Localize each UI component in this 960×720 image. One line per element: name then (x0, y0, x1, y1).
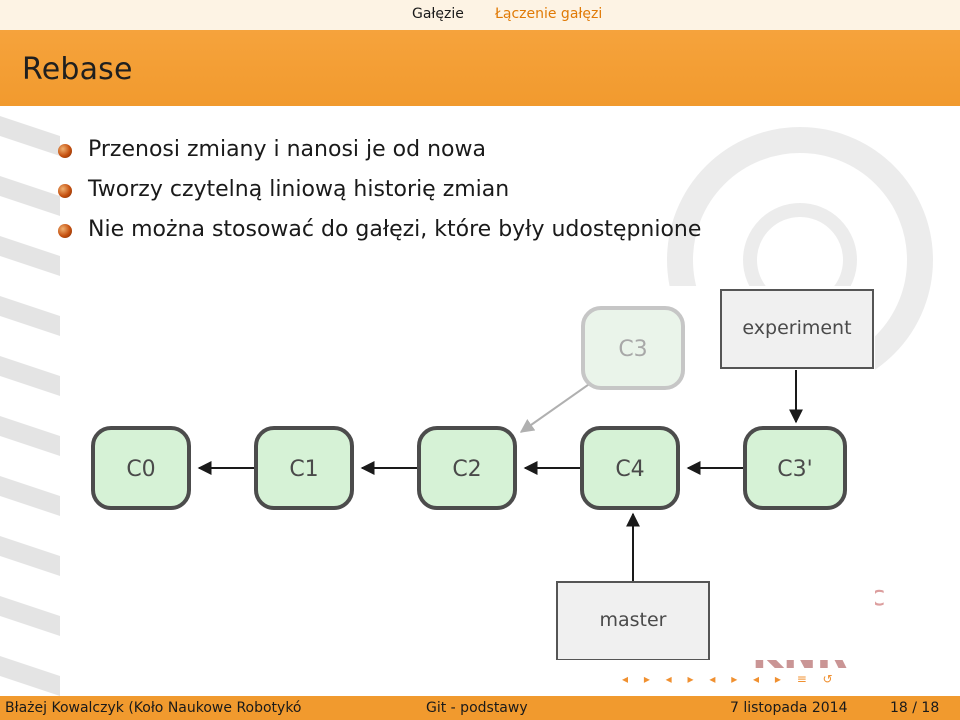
bullet-item (58, 136, 701, 176)
bullet-list (58, 136, 701, 256)
branch-master (557, 582, 709, 660)
bullet-ball-icon (58, 184, 72, 198)
bullet-item (58, 216, 701, 256)
commit-node-c2 (419, 428, 515, 508)
section-navigation (0, 0, 960, 30)
frame-title-bar (0, 30, 960, 106)
svg-text:KNR: KNR (752, 632, 848, 678)
footer-bar (0, 696, 960, 720)
commit-node-c4 (582, 428, 678, 508)
svg-text:c: c (870, 579, 886, 612)
footer-author: Błażej Kowalczyk (Koło Naukowe Robotykó (5, 700, 302, 716)
nav-section-galezie[interactable]: Gałęzie (412, 6, 464, 22)
commit-node-c3-old (583, 308, 683, 388)
bullet-item (58, 176, 701, 216)
rebase-diagram (85, 286, 875, 660)
commit-label-c3-old: C3 (618, 337, 648, 362)
commit-node-c1 (256, 428, 352, 508)
footer-talk-title: Git - podstawy (426, 700, 528, 716)
commit-label-c1: C1 (289, 457, 319, 482)
branch-label-experiment: experiment (742, 317, 852, 339)
bullet-ball-icon (58, 144, 72, 158)
commit-label-c0: C0 (126, 457, 156, 482)
footer-date: 7 listopada 2014 (730, 700, 848, 716)
commit-node-c0 (93, 428, 189, 508)
arrow-c3-c2 (521, 380, 595, 432)
commit-label-c4: C4 (615, 457, 645, 482)
bullet-text: Tworzy czytelną liniową historię zmian (88, 177, 510, 202)
footer-page-number: 18 / 18 (890, 700, 940, 716)
bullet-ball-icon (58, 224, 72, 238)
commit-node-c3-prime (745, 428, 845, 508)
bullet-text: Przenosi zmiany i nanosi je od nowa (88, 137, 486, 162)
nav-subsection-laczenie[interactable]: Łączenie gałęzi (495, 6, 603, 22)
branch-label-master: master (599, 609, 667, 631)
branch-experiment (721, 290, 873, 368)
commit-label-c2: C2 (452, 457, 482, 482)
beamer-navigation-icons[interactable]: ◂ ▸ ◂ ▸ ◂ ▸ ◂ ▸ ≡ ↺ (622, 672, 839, 686)
frame-title: Rebase (22, 52, 133, 87)
commit-label-c3-prime: C3' (777, 457, 813, 482)
bullet-text: Nie można stosować do gałęzi, które były udostępnione (88, 217, 702, 242)
